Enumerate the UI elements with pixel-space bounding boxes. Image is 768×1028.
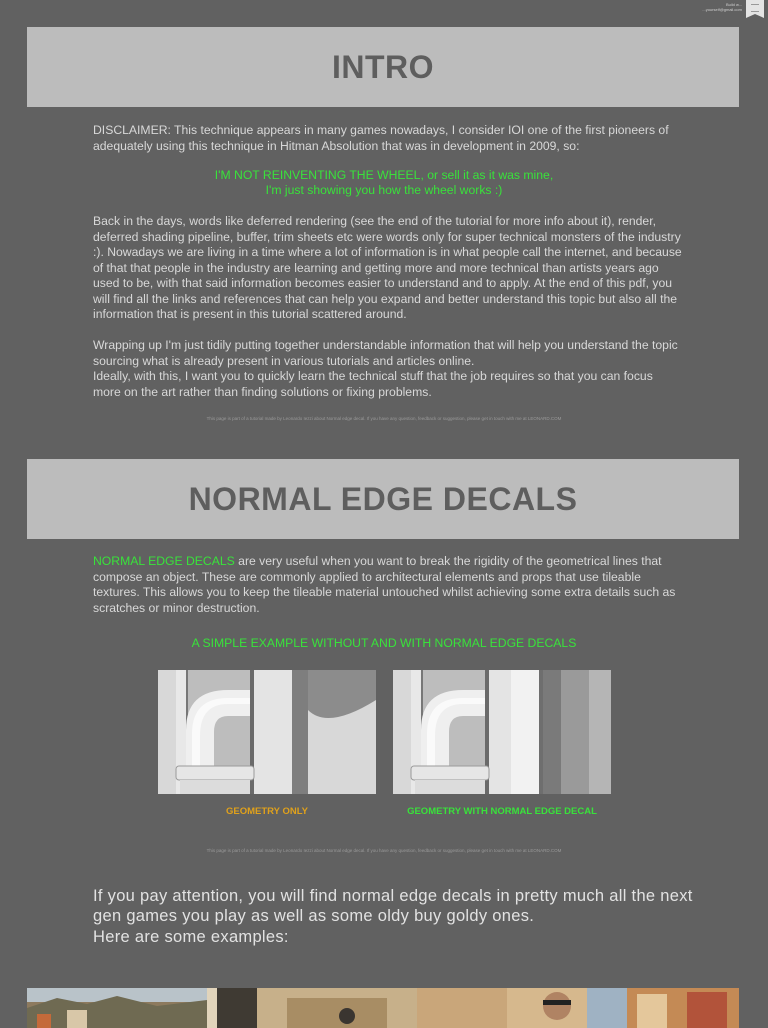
intro-banner [27,27,739,107]
disclaimer-text: DISCLAIMER: This technique appears in many games nowadays, I consider IOI one of the first pioneers of adequately using this technique in Hitman Absolution that was in development in 2009, so: [93,123,669,153]
decals-lead-term: NORMAL EDGE DECALS [93,554,235,568]
intro-paragraph-3: Ideally, with this, I want you to quickly learn the technical stuff that the job requires so that you can focus more on the art rather than finding solutions or fixing problems. [93,369,653,399]
intro-paragraph-2: Wrapping up I'm just tidily putting together understandable information that will help you understand the topic sourcing what is already present in various tutorials and articles online. [93,338,678,368]
examples-intro: Here are some examples: [93,928,289,946]
geometry-only-image [158,670,376,794]
decals-intro-text [93,554,683,616]
decals-title: NORMAL EDGE DECALS [188,480,578,517]
decals-body: are very useful when you want to break the rigidity of the geometrical lines that compose an object. These are commonly applied to architectural elements and props that use tileable textures. This allows you to keep the tileable material untouched whilst achieving some extra details such as scratches or minor destruction. [93,554,676,615]
quote-line-1: I'M NOT REINVENTING THE WHEEL, or sell it as it was mine, [214,168,554,182]
geometry-with-decal-image [393,670,611,794]
examples-image-strip [27,988,739,1028]
bookmark-icon[interactable] [746,0,764,18]
caption-geometry-with-decal: GEOMETRY WITH NORMAL EDGE DECAL [407,806,597,817]
corner-line1: Build w... [725,2,742,7]
decals-footer-note: This page is part of a tutorial made by Leonardo Iezzi about Normal edge decal. If you have any question, feedback or suggestion, please get in touch with me at LEONARD.COM [206,848,562,853]
corner-line2: ...yourself@gmail.com [702,7,742,12]
caption-geometry-only: GEOMETRY ONLY [226,806,308,817]
decals-banner [27,459,739,539]
intro-paragraph-1: Back in the days, words like deferred rendering (see the end of the tutorial for more info about it), render, deferred shading pipeline, buffer, trim sheets etc were words only for super technical monsters of the industry :). Nowadays we are living in a time where a lot of information is in what people call the internet, and because of that that people in the industry are learning and getting more and more technical than artists years ago used to be, with that said information becomes easier to understand and to apply. At the end of this pdf, you will find all the links and references that can help you expand and better understand this topic but also all the information that is present in this tutorial scattered around. [93,214,682,321]
example-heading: A SIMPLE EXAMPLE WITHOUT AND WITH NORMAL EDGE DECALS [191,636,577,650]
quote-line-2: I'm just showing you how the wheel works :) [265,183,503,197]
corner-text [702,2,742,12]
intro-title: INTRO [331,48,435,85]
outro-text: If you pay attention, you will find normal edge decals in pretty much all the next gen games you play as well as some oldy buy goldy ones. [93,887,693,925]
intro-footer-note: This page is part of a tutorial made by Leonardo Iezzi about Normal edge decal. If you have any question, feedback or suggestion, please get in touch with me at LEONARD.COM [206,416,562,421]
